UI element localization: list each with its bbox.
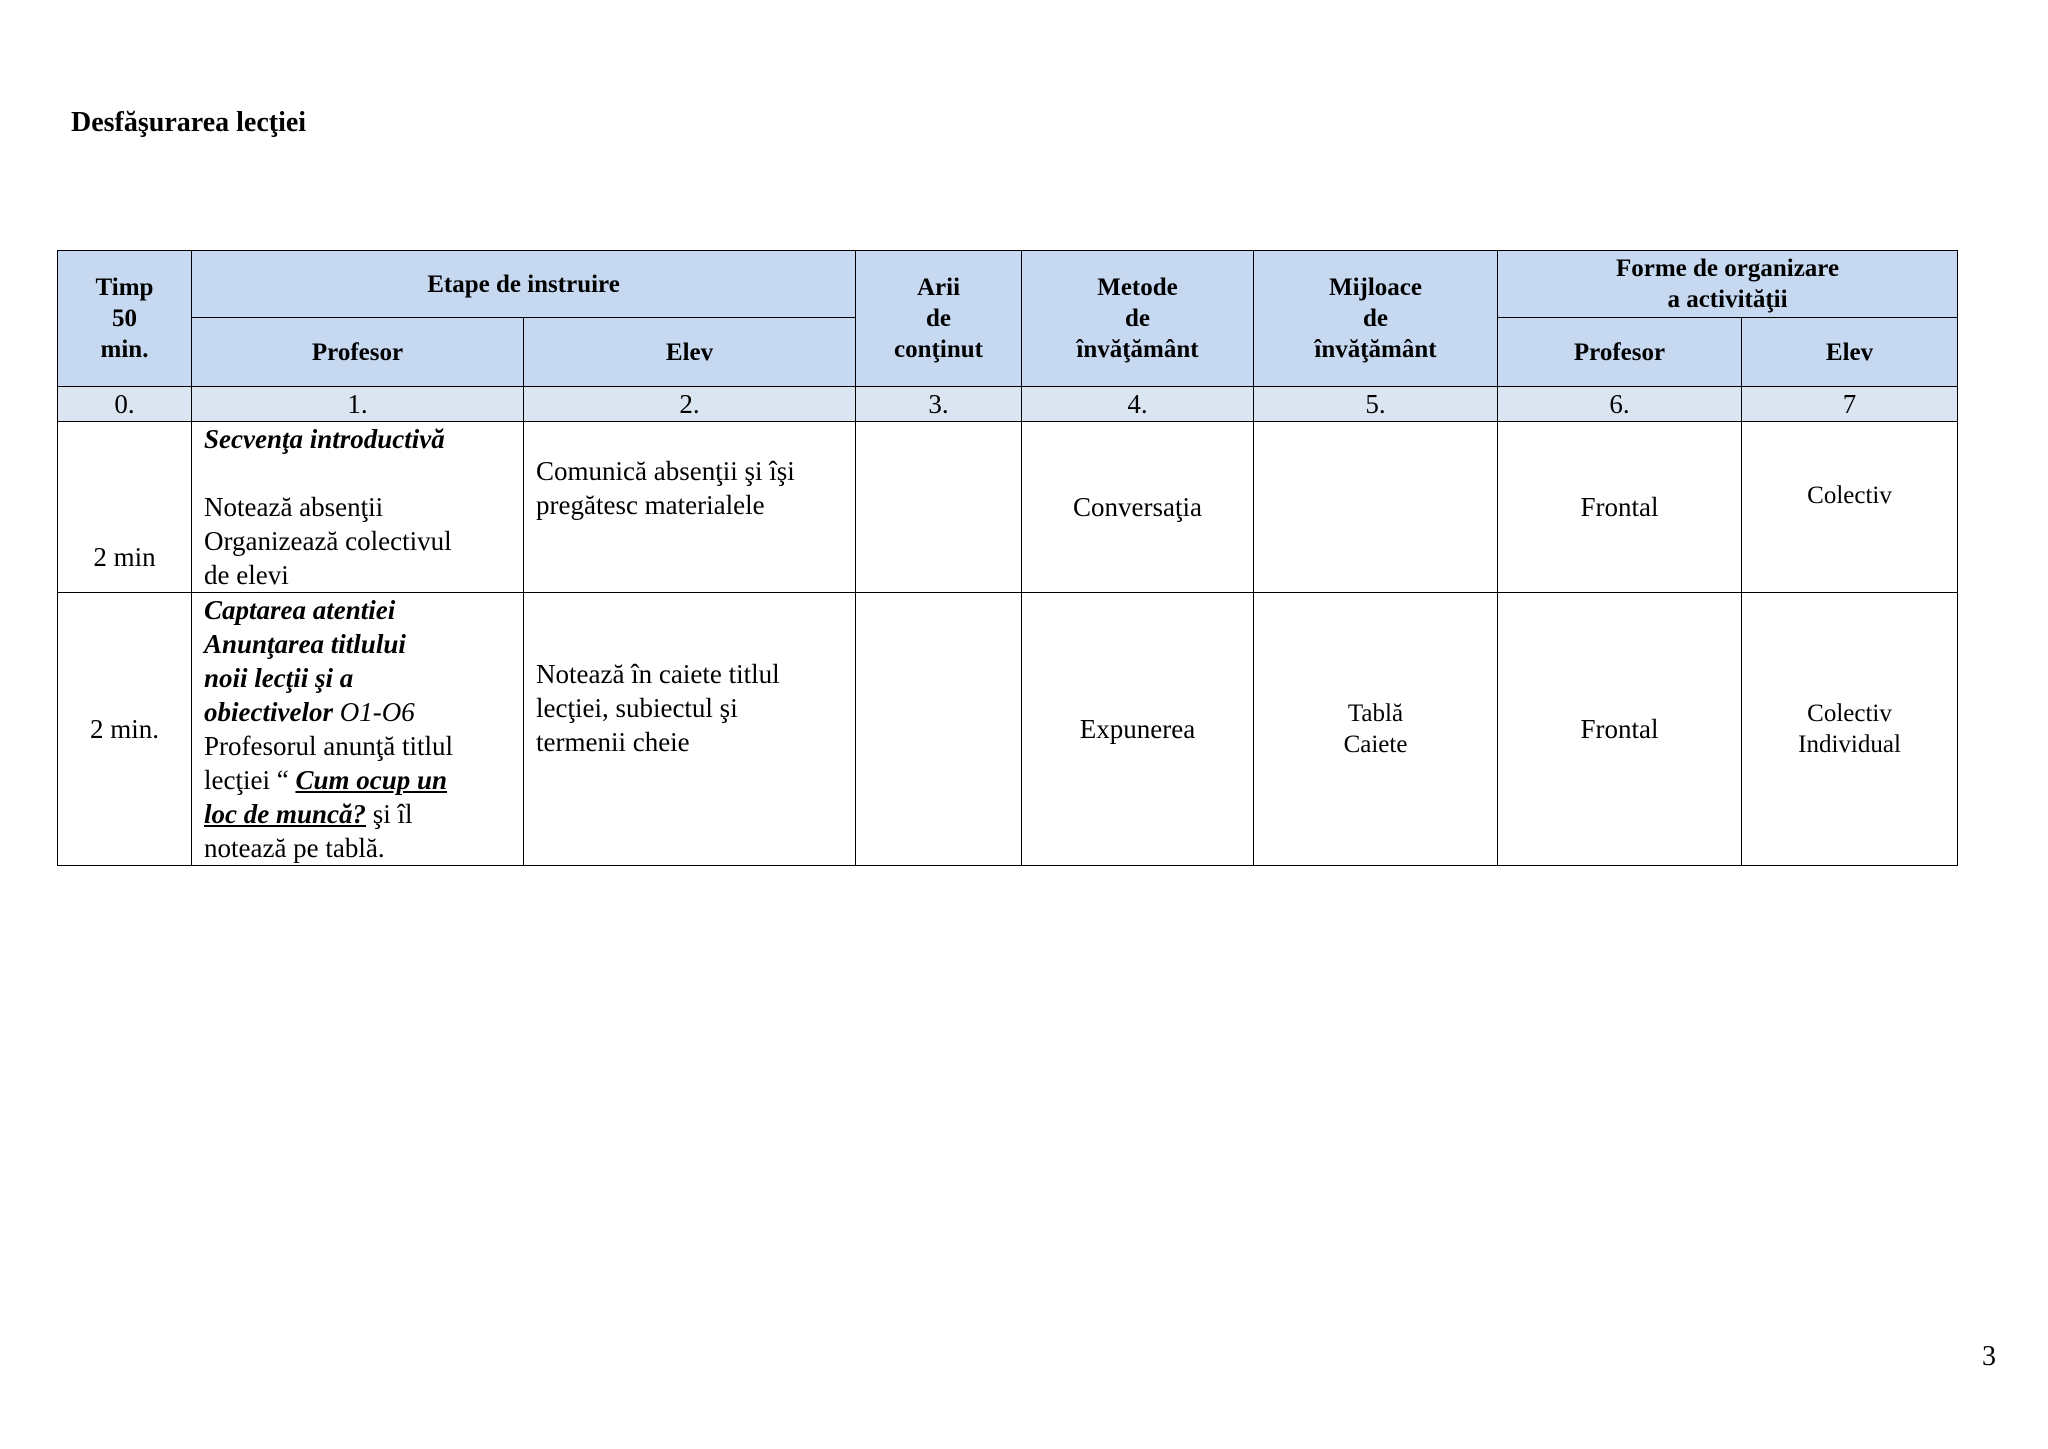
lesson-title-text: Cum ocup un (295, 765, 448, 795)
header-metode: Metode de învăţământ (1022, 251, 1254, 387)
column-number: 2. (524, 387, 856, 422)
column-number: 3. (856, 387, 1022, 422)
header-mijloace: Mijloace de învăţământ (1254, 251, 1498, 387)
time-cell: 2 min (58, 422, 192, 593)
forme-profesor-cell: Frontal (1498, 593, 1742, 866)
column-number: 6. (1498, 387, 1742, 422)
header-etape-profesor: Profesor (192, 318, 524, 387)
elev-activity-cell: Comunică absenţii şi îşi pregătesc materialele (524, 422, 856, 593)
stage-heading: Secvenţa introductivă (204, 424, 445, 454)
mijloace-cell (1254, 422, 1498, 593)
header-etape-de-instruire: Etape de instruire (192, 251, 856, 318)
mijloace-cell: Tablă Caiete (1254, 593, 1498, 866)
forme-profesor-cell: Frontal (1498, 422, 1742, 593)
header-forme-de-organizare: Forme de organizare a activităţii (1498, 251, 1958, 318)
lesson-title-text: loc de muncă? (204, 799, 366, 829)
column-number-row (58, 387, 1958, 422)
metode-cell: Conversaţia (1022, 422, 1254, 593)
elev-activity-cell: Notează în caiete titlul lecţiei, subiectul şi termenii cheie (524, 593, 856, 866)
table-row (58, 422, 1958, 593)
document-title: Desfăşurarea lecţiei (71, 107, 307, 138)
header-arii-de-continut: Arii de conţinut (856, 251, 1022, 387)
column-number: 4. (1022, 387, 1254, 422)
forme-elev-cell: Colectiv (1742, 422, 1958, 593)
arii-cell (856, 422, 1022, 593)
profesor-activity-cell: Captarea atentiei Anunţarea titlului noii lecţii şi a obiectivelor O1-O6 Profesorul anunţă titlul lecţiei “ Cum ocup un loc de muncă? şi îl notează pe tablă. (192, 593, 524, 866)
lesson-plan-table (57, 250, 1958, 866)
header-row-top (58, 251, 1958, 318)
column-number: 7 (1742, 387, 1958, 422)
metode-cell: Expunerea (1022, 593, 1254, 866)
profesor-activity-cell: Secvenţa introductivă Notează absenţii Organizează colectivul de elevi (192, 422, 524, 593)
header-timp: Timp 50 min. (58, 251, 192, 387)
header-forme-elev: Elev (1742, 318, 1958, 387)
table-row (58, 593, 1958, 866)
column-number: 1. (192, 387, 524, 422)
forme-elev-cell: Colectiv Individual (1742, 593, 1958, 866)
page-number: 3 (1982, 1341, 1996, 1372)
header-etape-elev: Elev (524, 318, 856, 387)
time-cell: 2 min. (58, 593, 192, 866)
column-number: 0. (58, 387, 192, 422)
header-forme-profesor: Profesor (1498, 318, 1742, 387)
column-number: 5. (1254, 387, 1498, 422)
arii-cell (856, 593, 1022, 866)
